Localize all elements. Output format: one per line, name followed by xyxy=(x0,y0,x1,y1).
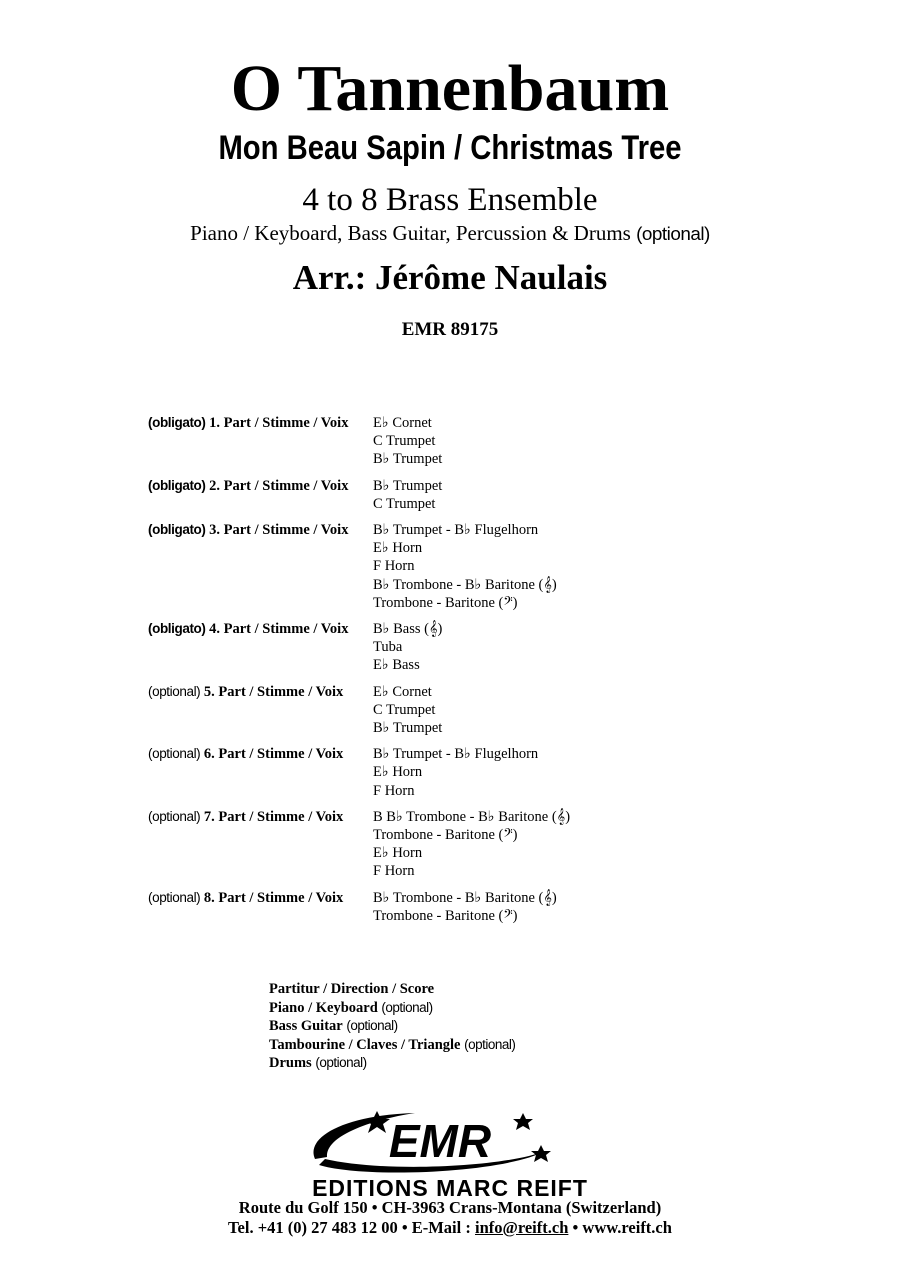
instrument-item: B♭ Trombone - B♭ Baritone (𝄞) xyxy=(373,576,557,593)
instrument-item: F Horn xyxy=(373,782,415,799)
part-row xyxy=(148,477,748,513)
part-instruments xyxy=(373,477,442,513)
instrument-item: B♭ Bass (𝄞) xyxy=(373,621,443,638)
contact-phone: Tel. +41 (0) 27 483 12 00 • E-Mail : xyxy=(228,1218,475,1237)
part-label xyxy=(148,889,373,925)
part-status: (obligato) xyxy=(148,621,206,637)
instrument-item: Trombone - Baritone (𝄢) xyxy=(373,907,518,924)
instrument-item: E♭ Bass xyxy=(373,657,420,674)
extra-part xyxy=(269,1054,515,1073)
instrument-item: Trombone - Baritone (𝄢) xyxy=(373,827,518,844)
part-name: 8. Part / Stimme / Voix xyxy=(203,889,344,906)
part-label xyxy=(148,620,373,675)
arranger-credit: Arr.: Jérôme Naulais xyxy=(292,258,608,297)
part-name: 3. Part / Stimme / Voix xyxy=(209,522,349,539)
extra-part-name: Bass Guitar xyxy=(269,1018,343,1034)
emr-logo xyxy=(305,1107,565,1179)
score-subtitle: Mon Beau Sapin / Christmas Tree xyxy=(218,129,682,167)
catalog-number: EMR 89175 xyxy=(401,319,499,340)
website-link[interactable]: www.reift.ch xyxy=(582,1218,672,1237)
instrument-item: C Trumpet xyxy=(373,701,436,718)
part-status: (optional) xyxy=(148,746,201,762)
part-row xyxy=(148,521,748,612)
part-name: 2. Part / Stimme / Voix xyxy=(209,477,349,494)
ensemble-line: 4 to 8 Brass Ensemble xyxy=(302,182,598,218)
part-instruments xyxy=(373,620,442,675)
part-instruments xyxy=(373,808,570,881)
part-instruments xyxy=(373,414,442,469)
email-link[interactable]: info@reift.ch xyxy=(474,1218,569,1237)
part-status: (optional) xyxy=(148,683,201,699)
part-instruments xyxy=(373,521,557,612)
part-status: (obligato) xyxy=(148,415,206,430)
instrument-item: E♭ Horn xyxy=(373,764,423,781)
instrumentation-text: Piano / Keyboard, Bass Guitar, Percussion & Drums xyxy=(190,221,631,245)
extra-parts-list xyxy=(269,981,515,1073)
instrumentation-optional: (optional) xyxy=(636,224,710,245)
part-row xyxy=(148,808,748,881)
part-instruments xyxy=(373,889,557,925)
extra-part-name: Tambourine / Claves / Triangle xyxy=(269,1036,461,1053)
part-label xyxy=(148,414,373,469)
extra-part-note: (optional) xyxy=(346,1018,398,1033)
part-row xyxy=(148,414,748,469)
part-name: 7. Part / Stimme / Voix xyxy=(203,808,344,825)
contact-separator: • xyxy=(568,1218,583,1237)
part-row xyxy=(148,620,748,675)
extra-part xyxy=(269,999,515,1018)
instrument-item: C Trumpet xyxy=(373,433,436,450)
instrument-item: B♭ Trombone - B♭ Baritone (𝄞) xyxy=(373,889,557,906)
part-label xyxy=(148,521,373,612)
part-label xyxy=(148,477,373,513)
star-icon xyxy=(531,1145,551,1162)
part-name: 4. Part / Stimme / Voix xyxy=(209,621,349,638)
part-status: (obligato) xyxy=(148,477,206,493)
instrumentation-line xyxy=(0,221,900,247)
publisher-address: Route du Golf 150 • CH-3963 Crans-Montana (Switzerland) xyxy=(238,1198,662,1217)
instrument-item: E♭ Horn xyxy=(373,540,423,557)
part-status: (obligato) xyxy=(148,522,206,538)
publisher-contact xyxy=(0,1218,900,1238)
publisher-name: EDITIONS MARC REIFT xyxy=(312,1175,588,1201)
part-instruments xyxy=(373,745,538,800)
part-name: 5. Part / Stimme / Voix xyxy=(203,683,344,700)
part-name: 1. Part / Stimme / Voix xyxy=(209,415,349,431)
instrument-item: B♭ Trumpet xyxy=(373,451,443,468)
instrument-item: B♭ Trumpet xyxy=(373,477,443,494)
part-row xyxy=(148,683,748,738)
instrument-item: F Horn xyxy=(373,558,415,575)
instrument-item: F Horn xyxy=(373,863,415,880)
instrument-item: B♭ Trumpet - B♭ Flugelhorn xyxy=(373,746,539,763)
instrument-item: B♭ Trumpet xyxy=(373,720,443,737)
instrument-item: Tuba xyxy=(373,639,403,656)
extra-part xyxy=(269,1036,515,1055)
instrument-item: E♭ Horn xyxy=(373,845,423,862)
extra-part xyxy=(269,981,515,999)
instrument-item: B B♭ Trombone - B♭ Baritone (𝄞) xyxy=(373,808,571,825)
logo-text: EMR xyxy=(388,1115,492,1167)
star-icon xyxy=(513,1113,533,1130)
part-label xyxy=(148,745,373,800)
instrument-item: E♭ Cornet xyxy=(373,683,432,700)
part-label xyxy=(148,808,373,881)
parts-list xyxy=(148,414,748,933)
extra-part-note: (optional) xyxy=(464,1036,516,1052)
part-instruments xyxy=(373,683,442,738)
instrument-item: Trombone - Baritone (𝄢) xyxy=(373,594,518,611)
part-status: (optional) xyxy=(148,808,201,824)
extra-part xyxy=(269,1017,515,1036)
extra-part-note: (optional) xyxy=(381,999,433,1015)
part-row xyxy=(148,889,748,925)
part-label xyxy=(148,683,373,738)
instrument-item: B♭ Trumpet - B♭ Flugelhorn xyxy=(373,522,539,539)
extra-part-name: Piano / Keyboard xyxy=(269,999,378,1016)
part-row xyxy=(148,745,748,800)
extra-part-note: (optional) xyxy=(315,1055,367,1070)
extra-part-name: Partitur / Direction / Score xyxy=(269,981,435,997)
part-name: 6. Part / Stimme / Voix xyxy=(203,746,344,763)
score-title: O Tannenbaum xyxy=(230,52,670,125)
instrument-item: E♭ Cornet xyxy=(373,415,432,431)
part-status: (optional) xyxy=(148,889,201,905)
instrument-item: C Trumpet xyxy=(373,495,436,512)
extra-part-name: Drums xyxy=(269,1055,312,1071)
